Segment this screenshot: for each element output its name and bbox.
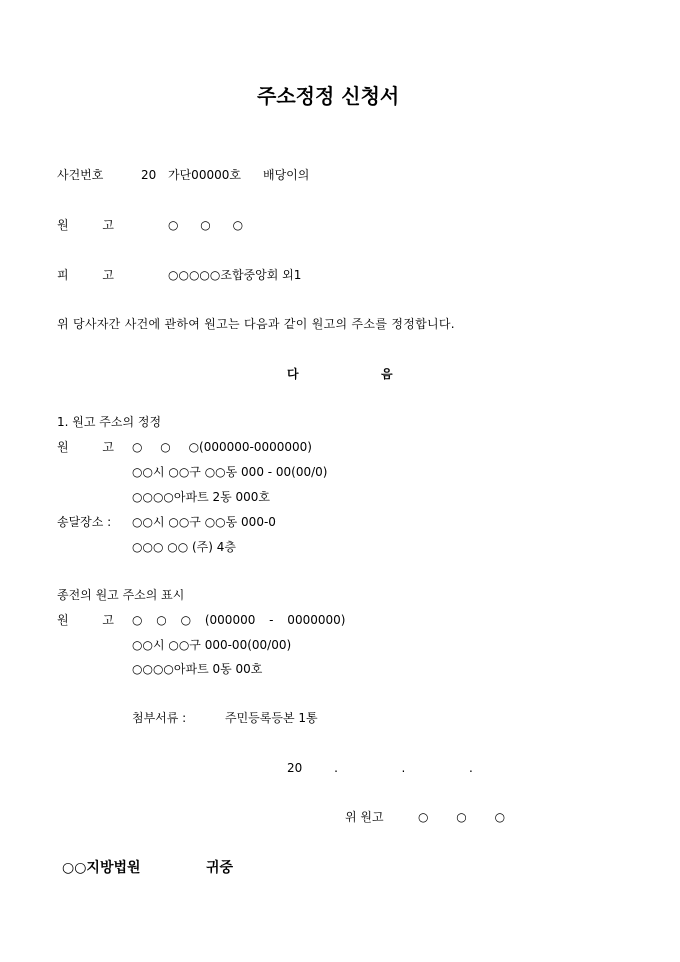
case-number: 가단00000호 — [168, 168, 241, 182]
delivery-address-line2: ○○○ ○○ (주) 4층 — [132, 540, 236, 554]
case-year: 20 — [141, 168, 157, 182]
section2-address-line2: ○○○○아파트 0동 00호 — [132, 662, 263, 676]
signer-label: 위 원고 — [345, 810, 384, 824]
attachment-value: 주민등록등본 1통 — [225, 711, 318, 725]
court-suffix: 귀중 — [206, 860, 234, 876]
defendant-name: ○○○○○조합중앙회 외1 — [168, 268, 302, 282]
heading-next-right: 음 — [381, 367, 393, 381]
signer-name: ○ ○ ○ — [418, 810, 506, 824]
heading-next-left: 다 — [287, 367, 299, 381]
section1-address-line1: ○○시 ○○구 ○○동 000 - 00(00/0) — [132, 465, 328, 479]
case-name: 배당이의 — [263, 168, 310, 182]
section1-label: 원 고 — [57, 440, 114, 454]
section1-title: 1. 원고 주소의 정정 — [57, 415, 162, 429]
delivery-address-line1: ○○시 ○○구 ○○동 000-0 — [132, 515, 276, 529]
defendant-label: 피 고 — [57, 268, 114, 282]
intro-text: 위 당사자간 사건에 관하여 원고는 다음과 같이 원고의 주소를 정정합니다. — [57, 317, 455, 331]
section1-address-line2: ○○○○아파트 2동 000호 — [132, 490, 271, 504]
document-date: 20 . . . — [287, 761, 473, 775]
section2-name: ○ ○ ○ (000000 - 0000000) — [132, 613, 346, 627]
plaintiff-name: ○ ○ ○ — [168, 218, 244, 232]
section2-title: 종전의 원고 주소의 표시 — [57, 588, 185, 602]
section1-name: ○ ○ ○(000000-0000000) — [132, 440, 312, 454]
document-title: 주소정정 신청서 — [257, 84, 400, 108]
section2-label: 원 고 — [57, 613, 114, 627]
delivery-label: 송달장소 : — [57, 515, 112, 529]
plaintiff-label: 원 고 — [57, 218, 114, 232]
section2-address-line1: ○○시 ○○구 000-00(00/00) — [132, 638, 292, 652]
attachment-label: 첨부서류 : — [132, 711, 187, 725]
case-number-label: 사건번호 — [57, 168, 104, 182]
court-name: ○○지방법원 — [62, 860, 141, 876]
